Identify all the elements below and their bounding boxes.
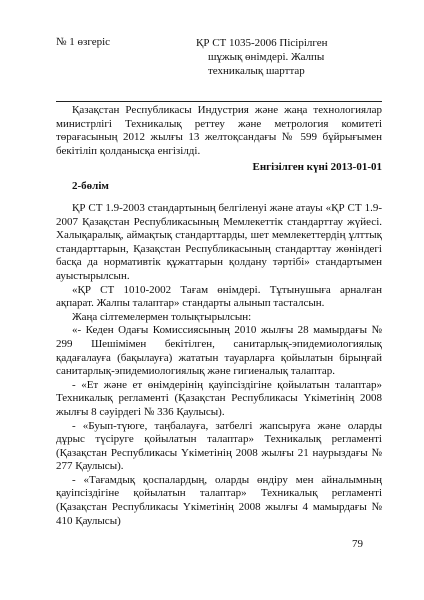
paragraph: - «Тағамдық қоспалардың, оларды өндіру мен айналымның қауіпсіздігіне қойылатын талаптар» Техникалық регламенті (Қазақстан Республикасы Үкіметінің 2008 жылғы 4 мамырдағы № 410 Қаулысы) [56, 473, 382, 527]
paragraph: ҚР СТ 1.9-2003 стандартының белгіленуі және атауы «ҚР СТ 1.9-2007 Қазақстан Республикасының Мемлекеттік стандарттау жүйесі. Халықаралық, аймақтық стандарттарды, шет мемлекеттердің ұлттық стандарттарын, Қазақстан Республикасының стандарттау жөніндегі басқа да нормативтік құжаттарын қолдану тәртібі» стандартымен ауыстырылсын. [56, 202, 382, 282]
paragraph: - «Буып-түюге, таңбалауға, затбелгі жапсыруға және оларды дұрыс түсіруге қойылатын талаптар» Техникалық регламенті (Қазақстан Республикасы Үкіметінің 2008 жылғы 21 наурыздағы № 277 Қаулысы). [56, 419, 382, 473]
standard-title [196, 36, 386, 78]
standard-title-line: ҚР СТ 1035-2006 Пісірілген [196, 37, 328, 49]
paragraph: «ҚР СТ 1010-2002 Тағам өнімдері. Тұтынушыға арналған ақпарат. Жалпы талаптар» стандарты алынып тасталсын. [56, 283, 382, 310]
header-divider [56, 101, 382, 102]
page-number: 79 [352, 538, 363, 550]
body-text [56, 202, 382, 528]
amendment-number: № 1 өзгеріс [56, 36, 111, 48]
paragraph: «- Кеден Одағы Комиссиясының 2010 жылғы 28 мамырдағы № 299 Шешімімен бекітілген, санитарлық-эпидемиологиялық қадағалауға (бақылауға) жататын тауарларға қойылатын бірыңғай санитарлық-эпидемиологиялық және гигиеналық талаптар. [56, 324, 382, 378]
amendment-note: Қазақстан Республикасы Индустрия және жаңа технологиялар министрлігі Техникалық реттеу және метрология комитеті төрағасының 2012 жылғы 13 желтоқсандағы № 599 бұйрығымен бекітіліп қолданысқа енгізілді. [56, 104, 382, 157]
standard-title-line: техникалық шарттар [208, 65, 305, 77]
effective-date: Енгізілген күні 2013-01-01 [252, 161, 382, 173]
paragraph: - «Ет және ет өнімдерінің қауіпсіздігіне қойылатын талаптар» Техникалық регламенті (Қазақстан Республикасы Үкіметінің 2008 жылғы 8 сәуірдегі № 336 Қаулысы). [56, 378, 382, 418]
standard-title-line: шұжық өнімдері. Жалпы [208, 51, 325, 63]
section-title: 2-бөлім [72, 180, 109, 192]
paragraph: Жаңа сілтемелермен толықтырылсын: [72, 310, 252, 323]
